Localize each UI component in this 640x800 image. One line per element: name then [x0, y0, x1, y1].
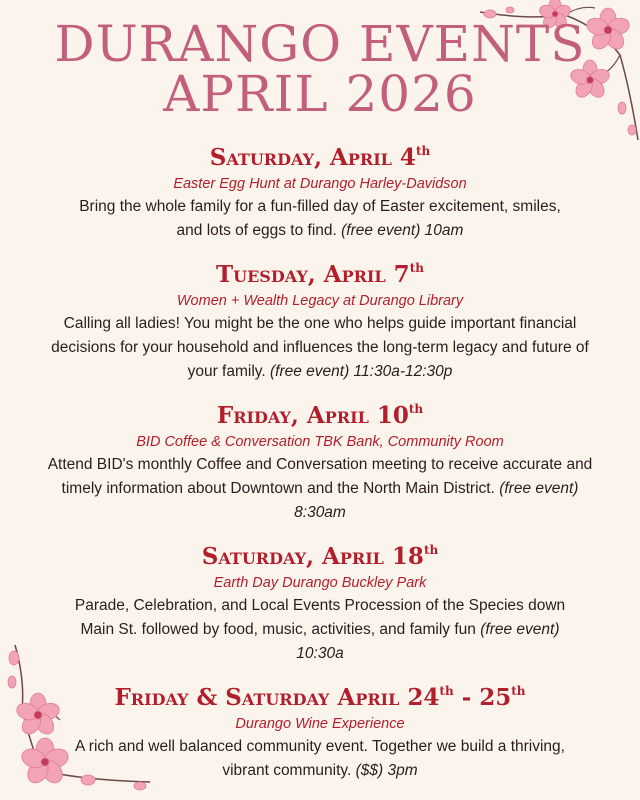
event-item: [0, 253, 640, 384]
flyer-title-line-1: DURANGO EVENTS: [54, 15, 586, 73]
event-title: BID Coffee & Conversation TBK Bank, Community Room: [136, 434, 504, 450]
event-title: Durango Wine Experience: [235, 716, 405, 732]
event-item: [0, 535, 640, 666]
flyer-title-line-2: APRIL 2026: [163, 65, 477, 123]
event-date: Friday & Saturday April 24th - 25th: [114, 684, 526, 711]
event-description: Attend BID's monthly Coffee and Conversation meeting to receive accurate and timely information about Downtown and the North Main District. (free event) 8:30am: [47, 456, 593, 521]
event-date: Saturday, April 4th: [209, 144, 431, 171]
event-note: (free event) 10:30a: [296, 621, 560, 662]
event-item: [0, 676, 640, 783]
event-item: [0, 394, 640, 525]
event-description: Parade, Celebration, and Local Events Procession of the Species down Main St. followed by food, music, activities, and family fun (free event) 10:30a: [74, 597, 566, 662]
event-date: Friday, April 10th: [216, 402, 424, 429]
event-note: (free event) 11:30a-12:30p: [270, 363, 453, 380]
event-list: [0, 136, 640, 793]
event-description: Bring the whole family for a fun-filled day of Easter excitement, smiles, and lots of eggs to find. (free event) 10am: [79, 198, 561, 239]
event-title: Easter Egg Hunt at Durango Harley-Davidson: [173, 176, 467, 192]
event-note: (free event) 10am: [341, 222, 464, 239]
event-note: ($$) 3pm: [355, 762, 418, 779]
event-date: Saturday, April 18th: [201, 543, 439, 570]
event-title: Women + Wealth Legacy at Durango Library: [176, 293, 464, 309]
event-title: Earth Day Durango Buckley Park: [213, 575, 427, 591]
event-description: A rich and well balanced community event. Together we build a thriving, vibrant community. ($$) 3pm: [75, 738, 565, 779]
event-date: Tuesday, April 7th: [216, 261, 424, 288]
event-item: [0, 136, 640, 243]
event-description: Calling all ladies! You might be the one who helps guide important financial decisions for your household and influences the long-term legacy and future of your family. (free event) 11:30a-12:30p: [51, 315, 589, 380]
event-note: (free event) 8:30am: [294, 480, 579, 521]
